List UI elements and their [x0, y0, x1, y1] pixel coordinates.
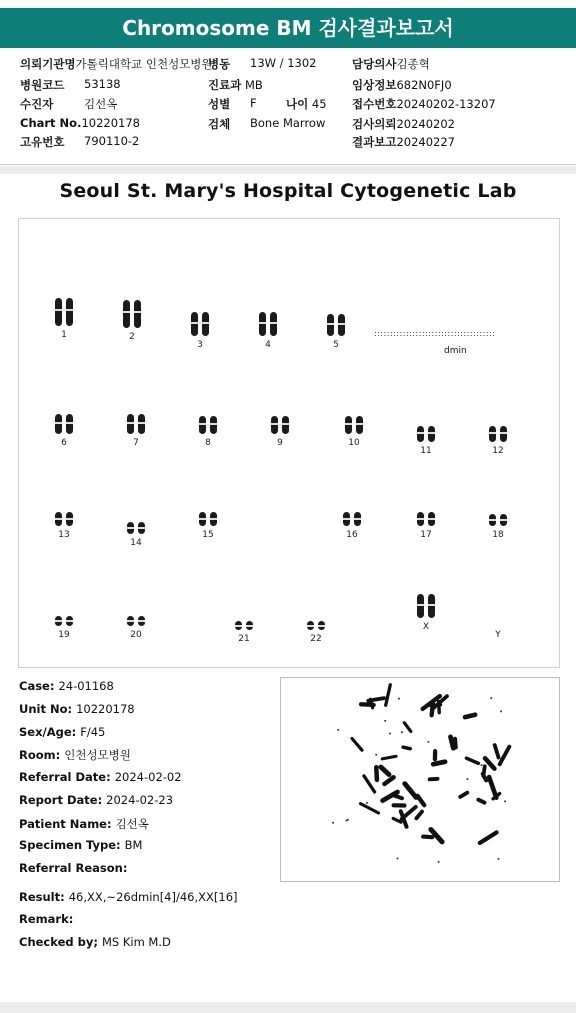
receipt-field — [352, 96, 496, 112]
chromosome — [66, 616, 73, 626]
metaphase-chromosome — [370, 699, 372, 708]
metaphase-chromosome — [465, 715, 475, 717]
chromosome-label: 13 — [58, 530, 70, 540]
chromosome-label: 8 — [205, 438, 211, 448]
doctor-field — [352, 56, 430, 72]
report-field — [352, 134, 455, 150]
chromosome-pair-5 — [308, 306, 364, 350]
chromosome-pair-image — [36, 596, 92, 626]
metaphase-dmin — [384, 720, 386, 722]
checked-value: MS Kim M.D — [101, 935, 171, 949]
chromosome-pair-17 — [398, 496, 454, 540]
chromosome-label: 1 — [61, 330, 67, 340]
metaphase-chromosome — [439, 701, 440, 712]
chromosome — [318, 621, 325, 630]
chromosome — [270, 312, 277, 336]
chromosome-pair-10 — [326, 404, 382, 448]
chromosome-pair-image — [398, 412, 454, 442]
dmin-marks: :::::::::::::::::::::::::::::::::::::: — [374, 329, 496, 338]
chromosome — [345, 416, 352, 434]
chromosome-label: 4 — [265, 340, 271, 350]
chromosome-pair-18 — [470, 496, 526, 540]
institution-field — [20, 56, 213, 72]
chromosome-label: 5 — [333, 340, 339, 350]
chromosome-pair-9 — [252, 404, 308, 448]
remark-field — [19, 912, 77, 926]
chromosome — [202, 312, 209, 336]
metaphase-chromosome — [404, 723, 410, 732]
metaphase-chromosome — [360, 804, 378, 813]
chromosome-pair-21 — [216, 600, 272, 644]
chromosome-pair-image — [324, 496, 380, 526]
chromosome-label: 22 — [310, 634, 322, 644]
chromosome-label: 12 — [492, 446, 504, 456]
chromosome-pair-image — [398, 496, 454, 526]
unit-label: Unit No: — [19, 702, 73, 716]
chromosome-label: X — [422, 622, 430, 632]
referral-date-field — [19, 770, 182, 784]
metaphase-chromosome — [495, 745, 499, 757]
metaphase-dmin — [500, 710, 502, 712]
chart-value: 10220178 — [81, 116, 140, 130]
room-value: 인천성모병원 — [64, 748, 131, 762]
chromosome-pair-image — [240, 306, 296, 336]
age-field — [286, 96, 327, 112]
chromosome-label: 18 — [492, 530, 504, 540]
metaphase-dmin — [337, 729, 339, 731]
chromosome — [259, 312, 266, 336]
chromosome-label: 10 — [348, 438, 360, 448]
chromosome — [500, 426, 507, 442]
footer-bar — [0, 1002, 576, 1013]
chromosome-pair-X — [398, 588, 454, 632]
chromosome-pair-16 — [324, 496, 380, 540]
chromosome-label: 17 — [420, 530, 432, 540]
metaphase-chromosome — [384, 777, 393, 784]
room-field — [19, 747, 131, 763]
metaphase-chromosome — [403, 747, 410, 749]
specimen-label: 검체 — [208, 117, 231, 131]
chromosome-pair-image — [288, 600, 344, 630]
metaphase-dmin — [389, 733, 391, 735]
chromosome — [417, 426, 424, 442]
chromosome-label: 11 — [420, 446, 432, 456]
age-label: 나이 — [286, 97, 309, 111]
chart-field — [20, 116, 140, 130]
chromosome-pair-image — [470, 412, 526, 442]
chromosome-pair-6 — [36, 404, 92, 448]
chromosome — [271, 416, 278, 434]
chromosome — [191, 312, 198, 336]
metaphase-chromosome — [405, 784, 416, 798]
chromosome — [307, 621, 314, 630]
metaphase-chromosome — [500, 747, 510, 764]
chromosome — [138, 522, 145, 534]
dmin-label: dmin — [444, 346, 467, 356]
sexage-value: F/45 — [80, 725, 106, 739]
report-title: Chromosome BM 검사결과보고서 — [0, 8, 576, 48]
dept-field — [208, 77, 263, 93]
chromosome — [127, 522, 134, 534]
case-value: 24-01168 — [58, 679, 114, 693]
lab-title: Seoul St. Mary's Hospital Cytogenetic Lab — [59, 180, 517, 202]
metaphase-chromosome — [430, 779, 438, 780]
chromosome — [327, 314, 334, 336]
chromosome — [428, 426, 435, 442]
chromosome — [66, 414, 73, 434]
case-field — [19, 679, 114, 693]
chromosome-pair-19 — [36, 596, 92, 640]
clinical-value: 682N0FJ0 — [396, 78, 452, 92]
metaphase-chromosome — [386, 685, 391, 706]
sex-value: F — [250, 96, 257, 110]
clinical-label: 임상정보 — [352, 78, 397, 92]
chromosome-pair-image — [172, 306, 228, 336]
chromosome — [343, 512, 350, 526]
room-label: Room: — [19, 748, 61, 762]
metaphase-dmin — [504, 800, 506, 802]
chromosome — [417, 594, 424, 618]
chromosome-pair-image — [470, 496, 526, 526]
chart-label: Chart No. — [20, 116, 82, 130]
receipt-value: 20240202-13207 — [396, 97, 496, 111]
hospital-code-label: 병원코드 — [20, 78, 65, 92]
patient-label: 수진자 — [20, 97, 54, 111]
chromosome-pair-image — [36, 404, 92, 434]
dept-label: 진료과 — [208, 78, 242, 92]
referral-date-value: 2024-02-02 — [114, 770, 182, 784]
chromosome-pair-8 — [180, 404, 236, 448]
metaphase-dmin — [427, 741, 429, 743]
chromosome-pair-12 — [470, 412, 526, 456]
metaphase-chromosome — [416, 812, 422, 819]
chromosome-label: 20 — [130, 630, 142, 640]
metaphase-chromosome — [376, 767, 377, 780]
referral-date-label: Referral Date: — [19, 770, 111, 784]
metaphase-dmin — [398, 698, 400, 700]
metaphase-chromosome — [450, 737, 453, 748]
result-label: Result: — [19, 890, 65, 904]
metaphase-chromosome — [382, 756, 396, 759]
chromosome — [55, 414, 62, 434]
sexage-label: Sex/Age: — [19, 725, 77, 739]
section-gap — [0, 166, 576, 174]
report-value: 20240227 — [396, 135, 455, 149]
metaphase-dmin — [332, 822, 334, 824]
chromosome — [66, 512, 73, 526]
chromosome-pair-7 — [108, 404, 164, 448]
chromosome — [489, 514, 496, 526]
chromosome-pair-image — [36, 496, 92, 526]
metaphase-dmin — [481, 764, 483, 766]
request-value: 20240202 — [396, 117, 455, 131]
report-date-label: Report Date: — [19, 793, 103, 807]
request-field — [352, 116, 455, 132]
case-label: Case: — [19, 679, 55, 693]
chromosome-pair-image — [308, 306, 364, 336]
metaphase-dmin — [401, 731, 403, 733]
chromosome — [199, 512, 206, 526]
chromosome-pair-3 — [172, 306, 228, 350]
chromosome-pair-image — [36, 296, 92, 326]
ward-label: 병동 — [208, 57, 231, 71]
chromosome-pair-15 — [180, 496, 236, 540]
chromosome-label: 21 — [238, 634, 250, 644]
chromosome-label: 2 — [129, 332, 135, 342]
chromosome — [489, 426, 496, 442]
metaphase-dmin — [375, 754, 377, 756]
chromosome-pair-1 — [36, 296, 92, 340]
chromosome-label: Y — [495, 630, 501, 640]
chromosome-pair-11 — [398, 412, 454, 456]
specimen-type-field — [19, 838, 142, 852]
metaphase-chromosome — [478, 800, 484, 803]
chromosome-pair-image — [326, 404, 382, 434]
chromosome-pair-image — [252, 404, 308, 434]
specimen-value: Bone Marrow — [250, 116, 326, 130]
chromosome — [210, 512, 217, 526]
metaphase-chromosome — [433, 762, 445, 764]
receipt-label: 접수번호 — [352, 97, 397, 111]
institution-value: 가톨릭대학교 인천성모병원 — [75, 57, 213, 71]
referral-reason-field — [19, 861, 131, 875]
chromosome — [428, 594, 435, 618]
chromosome-label: 16 — [346, 530, 358, 540]
chromosome-pair-image — [180, 404, 236, 434]
unique-label: 고유번호 — [20, 135, 65, 149]
metaphase-chromosome — [381, 767, 389, 774]
chromosome-pair-4 — [240, 306, 296, 350]
chromosome-pair-image — [104, 298, 160, 328]
chromosome — [235, 621, 242, 630]
chromosome — [138, 414, 145, 434]
chromosome — [66, 298, 73, 326]
chromosome-label: 15 — [202, 530, 214, 540]
chromosome — [127, 414, 134, 434]
metaphase-chromosome — [418, 796, 425, 805]
patient-name-label: Patient Name: — [19, 817, 112, 831]
chromosome — [55, 298, 62, 326]
chromosome-label: 14 — [130, 538, 142, 548]
chromosome-pair-image — [180, 496, 236, 526]
chromosome — [199, 416, 206, 434]
chromosome-pair-image — [108, 504, 164, 534]
chromosome-pair-Y — [470, 596, 526, 640]
chromosome — [55, 616, 62, 626]
age-value: 45 — [311, 97, 327, 111]
chromosome — [55, 512, 62, 526]
metaphase-chromosome — [489, 777, 496, 798]
chromosome-pair-13 — [36, 496, 92, 540]
metaphase-dmin — [396, 858, 398, 860]
ward-value: 13W / 1302 — [250, 56, 317, 70]
chromosome-pair-image — [108, 404, 164, 434]
chromosome — [354, 512, 361, 526]
metaphase-chromosome — [352, 738, 362, 750]
chromosome — [500, 514, 507, 526]
metaphase-chromosome — [466, 758, 478, 763]
report-label: 결과보고 — [352, 135, 397, 149]
chromosome — [246, 621, 253, 630]
sex-label: 성별 — [208, 97, 231, 111]
checked-field — [19, 935, 171, 949]
hospital-code-value: 53138 — [84, 77, 121, 91]
institution-label: 의뢰기관명 — [20, 57, 76, 71]
result-value: 46,XX,~26dmin[4]/46,XX[16] — [68, 890, 238, 904]
doctor-label: 담당의사 — [352, 57, 397, 71]
chromosome-pair-image — [398, 588, 454, 618]
patient-value: 김선옥 — [84, 97, 118, 111]
metaphase-chromosome — [460, 793, 467, 797]
metaphase-chromosome — [432, 703, 433, 715]
metaphase-chromosome — [423, 837, 432, 838]
request-label: 검사의뢰 — [352, 117, 397, 131]
divider — [0, 164, 576, 165]
metaphase-dmin — [366, 802, 368, 804]
chromosome-label: 9 — [277, 438, 283, 448]
metaphase-dmin — [411, 789, 413, 791]
chromosome-label: 7 — [133, 438, 139, 448]
metaphase-chromosome — [483, 774, 486, 781]
unit-field — [19, 702, 135, 716]
metaphase-chromosome — [364, 776, 375, 792]
chromosome — [210, 416, 217, 434]
chromosome-label: 6 — [61, 438, 67, 448]
unit-value: 10220178 — [76, 702, 135, 716]
dept-value: MB — [244, 78, 263, 92]
chromosome-pair-image — [108, 596, 164, 626]
chromosome-label: 19 — [58, 630, 70, 640]
metaphase-spread — [281, 678, 559, 881]
specimen-type-label: Specimen Type: — [19, 838, 121, 852]
remark-label: Remark: — [19, 912, 74, 926]
chromosome-pair-22 — [288, 600, 344, 644]
metaphase-dmin — [347, 819, 349, 821]
referral-reason-label: Referral Reason: — [19, 861, 128, 875]
patient-name-field — [19, 816, 149, 832]
specimen-type-value: BM — [124, 838, 143, 852]
result-field — [19, 890, 238, 904]
chromosome — [417, 512, 424, 526]
chromosome — [123, 300, 130, 328]
chromosome-label: 3 — [197, 340, 203, 350]
chromosome-pair-14 — [108, 504, 164, 548]
metaphase-dmin — [497, 858, 499, 860]
chromosome — [138, 616, 145, 626]
metaphase-dmin — [490, 697, 492, 699]
metaphase-dmin — [438, 861, 440, 863]
chromosome — [134, 300, 141, 328]
chromosome-pair-20 — [108, 596, 164, 640]
metaphase-image — [280, 677, 560, 882]
clinical-field — [352, 77, 452, 93]
chromosome-pair-image — [216, 600, 272, 630]
chromosome — [127, 616, 134, 626]
report-date-value: 2024-02-23 — [106, 793, 174, 807]
chromosome — [282, 416, 289, 434]
metaphase-chromosome — [480, 832, 497, 842]
chromosome — [356, 416, 363, 434]
report-date-field — [19, 793, 173, 807]
unique-value: 790110-2 — [84, 134, 140, 148]
metaphase-dmin — [466, 778, 468, 780]
checked-label: Checked by; — [19, 935, 98, 949]
chromosome — [338, 314, 345, 336]
doctor-value: 김종혁 — [396, 57, 430, 71]
sexage-field — [19, 725, 105, 739]
chromosome — [428, 512, 435, 526]
metaphase-chromosome — [402, 807, 416, 819]
chromosome-pair-image — [470, 596, 526, 626]
chromosome-pair-2 — [104, 298, 160, 342]
ward-field — [208, 56, 230, 72]
patient-name-value: 김선옥 — [115, 817, 149, 831]
